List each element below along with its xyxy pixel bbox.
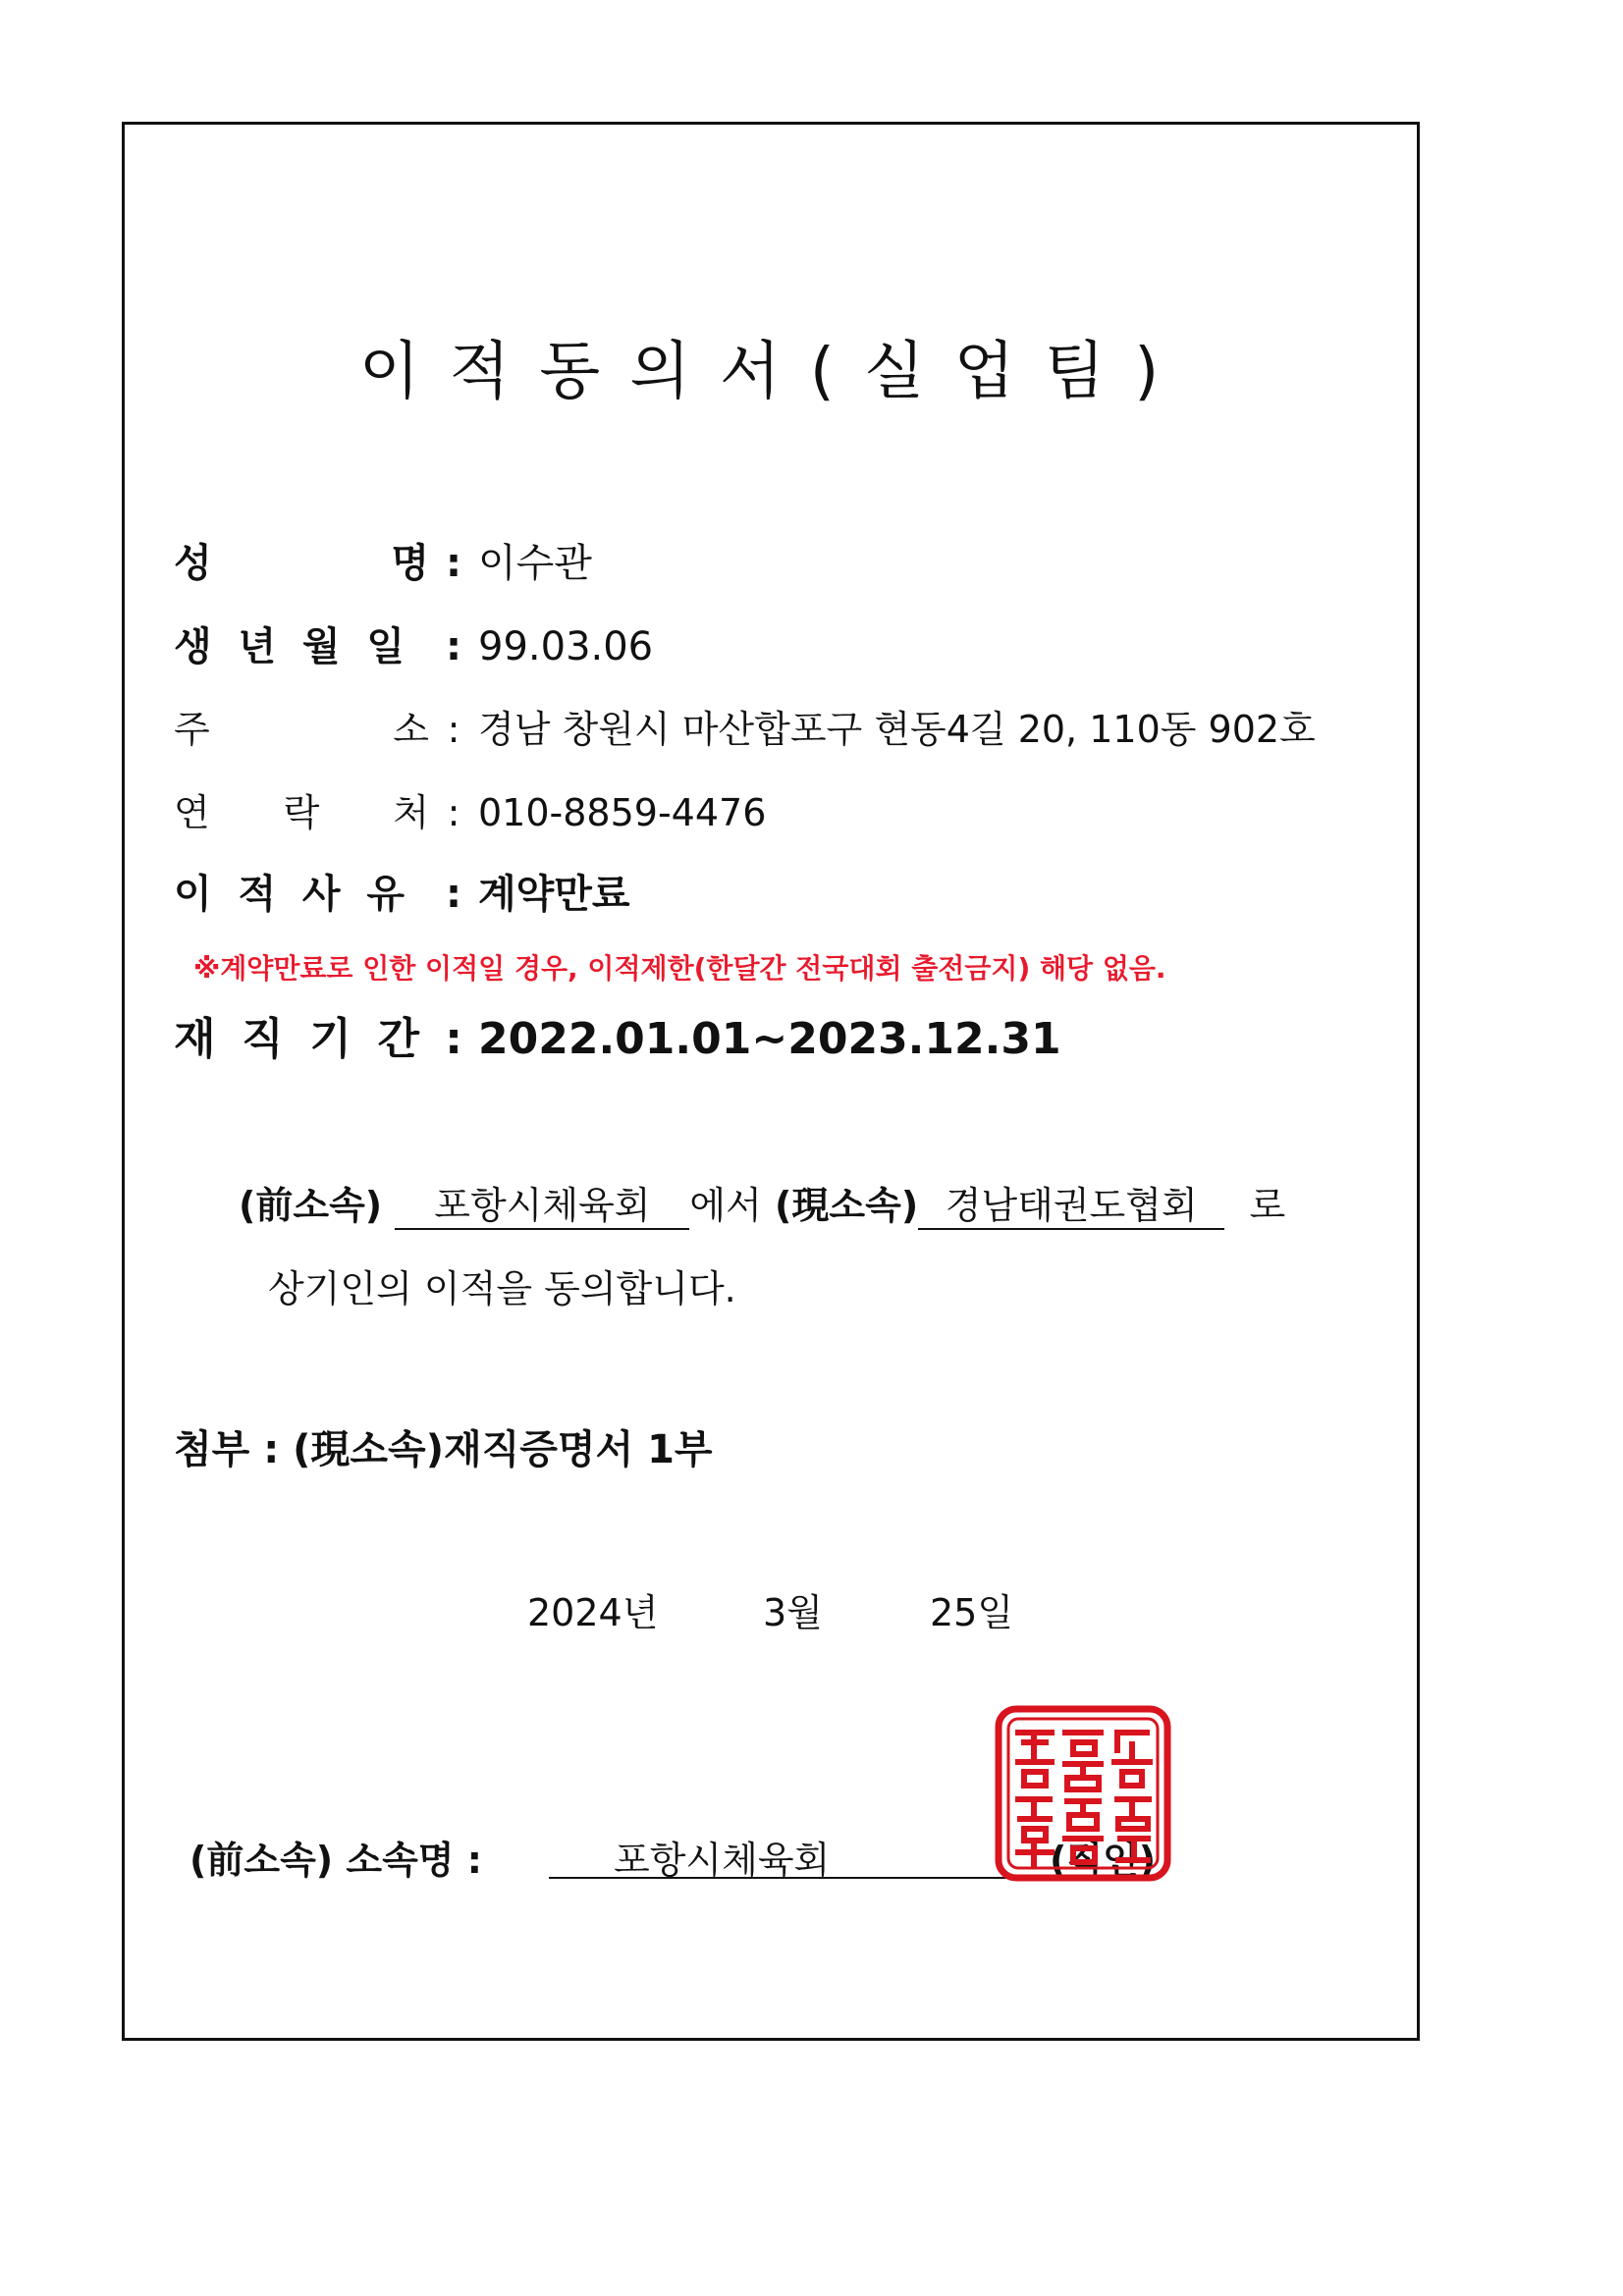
field-reason-label: 이 적 사 유: [174, 872, 405, 917]
official-seal-stamp: [995, 1705, 1171, 1882]
curr-affiliation-label: (現소속): [775, 1184, 919, 1227]
consent-line-2: 상기인의 이적을 동의합니다.: [268, 1267, 736, 1310]
consent-line-1: [239, 1175, 1285, 1230]
field-contact: 연 락 처 : 010-8859-4476: [174, 782, 766, 836]
document-title: 이적동의서(실업팀): [358, 336, 1189, 408]
document-date: [527, 1582, 1013, 1636]
document-frame: [122, 122, 1420, 2041]
field-period-value: 2022.01.01~2023.12.31: [478, 1014, 1061, 1064]
attachment-text: 첨부 : (現소속)재직증명서 1부: [174, 1427, 713, 1472]
date-month: 3월: [763, 1591, 823, 1634]
seal-label: (직인): [1050, 1839, 1157, 1882]
signature-line: [189, 1830, 482, 1884]
consent-from: 에서: [689, 1184, 762, 1227]
curr-affiliation-org: 경남태권도협회: [918, 1185, 1224, 1230]
field-name-value: 이수관: [478, 541, 592, 586]
field-reason-value: 계약만료: [478, 872, 630, 917]
field-address-value: 경남 창원시 마산합포구 현동4길 20, 110동 902호: [478, 708, 1316, 751]
field-period: 재 직 기 간 : 2022.01.01~2023.12.31: [174, 1003, 1061, 1066]
prev-affiliation-label: (前소속): [239, 1184, 383, 1227]
signature-prefix: (前소속) 소속명 :: [189, 1839, 482, 1882]
field-address-label: 주 소: [174, 708, 429, 751]
field-birth: 생 년 월 일 : 99.03.06: [174, 615, 653, 671]
signature-org: 포항시체육회: [614, 1839, 831, 1882]
notice-text: ※계약만료로 인한 이적일 경우, 이적제한(한달간 전국대회 출전금지) 해당 없음.: [193, 952, 1166, 985]
field-reason: 이 적 사 유 : 계약만료: [174, 863, 630, 919]
signature-org-underline: [549, 1830, 1010, 1882]
prev-affiliation-org: 포항시체육회: [395, 1185, 689, 1230]
consent-to: 로: [1249, 1184, 1286, 1227]
date-year: 2024년: [527, 1591, 659, 1634]
field-birth-value: 99.03.06: [478, 624, 654, 669]
field-contact-label: 연 락 처: [174, 791, 429, 834]
field-name: 성 명 : 이수관: [174, 532, 592, 588]
date-day: 25일: [930, 1591, 1014, 1634]
field-name-label: 성 명: [174, 541, 429, 586]
field-address: 주 소 : 경남 창원시 마산합포구 현동4길 20, 110동 902호: [174, 699, 1316, 753]
field-period-label: 재 직 기 간: [174, 1014, 419, 1064]
field-birth-label: 생 년 월 일: [174, 624, 405, 669]
field-contact-value: 010-8859-4476: [478, 791, 767, 834]
